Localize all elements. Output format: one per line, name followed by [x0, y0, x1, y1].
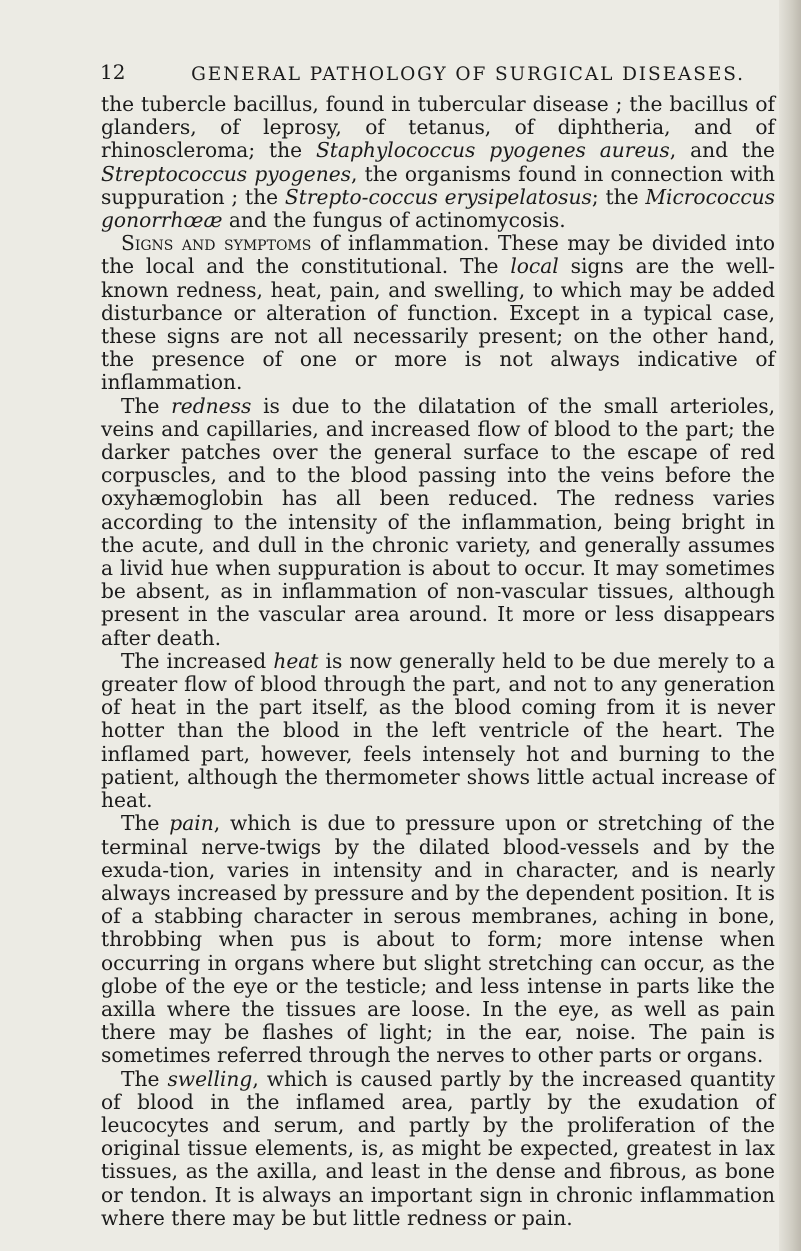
italic-term: Streptococcus pyogenes	[101, 161, 352, 186]
body-text	[101, 93, 775, 1230]
section-lead-in: Signs and symptoms	[121, 231, 312, 256]
paragraph-swelling	[101, 1068, 775, 1230]
running-title: GENERAL PATHOLOGY OF SURGICAL DISEASES.	[191, 64, 745, 85]
text-run: signs are the well-known redness, heat, pain, and swelling, to which may be added disturbance or alteration of function. Except in a typical case, these signs are not all necessarily present; on the other hand, the presence of one or more is not always indicative of inflammation.	[101, 254, 775, 395]
page-edge	[779, 0, 801, 1251]
text-run: , which is due to pressure upon or stretching of the terminal nerve-twigs by the dilated blood-vessels and by the exuda-tion, varies in intensity and in character, and is nearly always increased by pressure and by the dependent position. It is of a stabbing character in serous membranes, aching in bone, throbbing when pus is about to form; more intense when occurring in organs where but slight stretching can occur, as the globe of the eye or the testicle; and less intense in parts like the axilla where the tissues are loose. In the eye, as well as pain there may be flashes of light; in the ear, noise. The pain is sometimes referred through the nerves to other parts or organs.	[101, 811, 775, 1068]
italic-term: swelling	[167, 1066, 253, 1091]
text-run: , and the	[669, 138, 775, 163]
italic-term: Micrococcus gonorrhœæ	[101, 184, 775, 233]
text-run: The	[121, 1066, 168, 1091]
text-run: The increased	[121, 648, 274, 673]
italic-term: redness	[171, 393, 252, 418]
text-run: is due to the dilatation of the small arterioles, veins and capillaries, and increased flow of blood to the part; the darker patches over the general surface to the escape of red corpuscles, and to the blood passing into the veins before the oxyhæmoglobin has all been reduced. The redness varies according to the intensity of the inflammation, being bright in the acute, and dull in the chronic variety, and generally assumes a livid hue when suppuration is about to occur. It may sometimes be absent, as in inflammation of non-vascular tissues, although present in the vascular area around. It more or less disappears after death.	[101, 393, 775, 650]
page-number: 12	[100, 60, 126, 84]
paragraph-heat	[101, 650, 775, 812]
italic-term: heat	[273, 648, 319, 673]
paragraph-signs-and-symptoms	[101, 232, 775, 394]
paragraph-pain	[101, 812, 775, 1067]
text-run: and the fungus of actinomycosis.	[222, 208, 566, 233]
text-run: The	[121, 393, 172, 418]
italic-term: pain	[169, 811, 214, 836]
page-header	[100, 62, 780, 86]
text-run: the tubercle bacillus, found in tubercular disease ; the bacillus of glanders, of leprosy, of tetanus, of diphtheria, and of rhinoscleroma; the	[101, 92, 775, 163]
paragraph-continuation	[101, 93, 775, 232]
italic-term: Staphylococcus pyogenes aureus	[315, 138, 670, 163]
text-run: The	[121, 811, 170, 836]
text-run: ; the	[591, 184, 646, 209]
text-run: , the organisms found in connection with suppuration ; the	[101, 161, 775, 209]
italic-term: Strepto-coccus erysipelatosus	[284, 184, 592, 209]
text-run: , which is caused partly by the increased quantity of blood in the inflamed area, partly by the exudation of leucocytes and serum, and partly by the proliferation of the original tissue elements, is, as might be expected, greatest in lax tissues, as the axilla, and least in the dense and fibrous, as bone or tendon. It is always an important sign in chronic inflammation where there may be but little redness or pain.	[101, 1066, 775, 1230]
text-run: is now generally held to be due merely to a greater flow of blood through the part, and not to any generation of heat in the part itself, as the blood coming from it is never hotter than the blood in the left ventricle of the heart. The inflamed part, however, feels intensely hot and burning to the patient, although the thermometer shows little actual increase of heat.	[101, 648, 775, 813]
paragraph-redness	[101, 395, 775, 650]
italic-term: local	[510, 254, 559, 279]
text-run: of inflammation. These may be divided into the local and the constitutional. The	[101, 231, 775, 279]
